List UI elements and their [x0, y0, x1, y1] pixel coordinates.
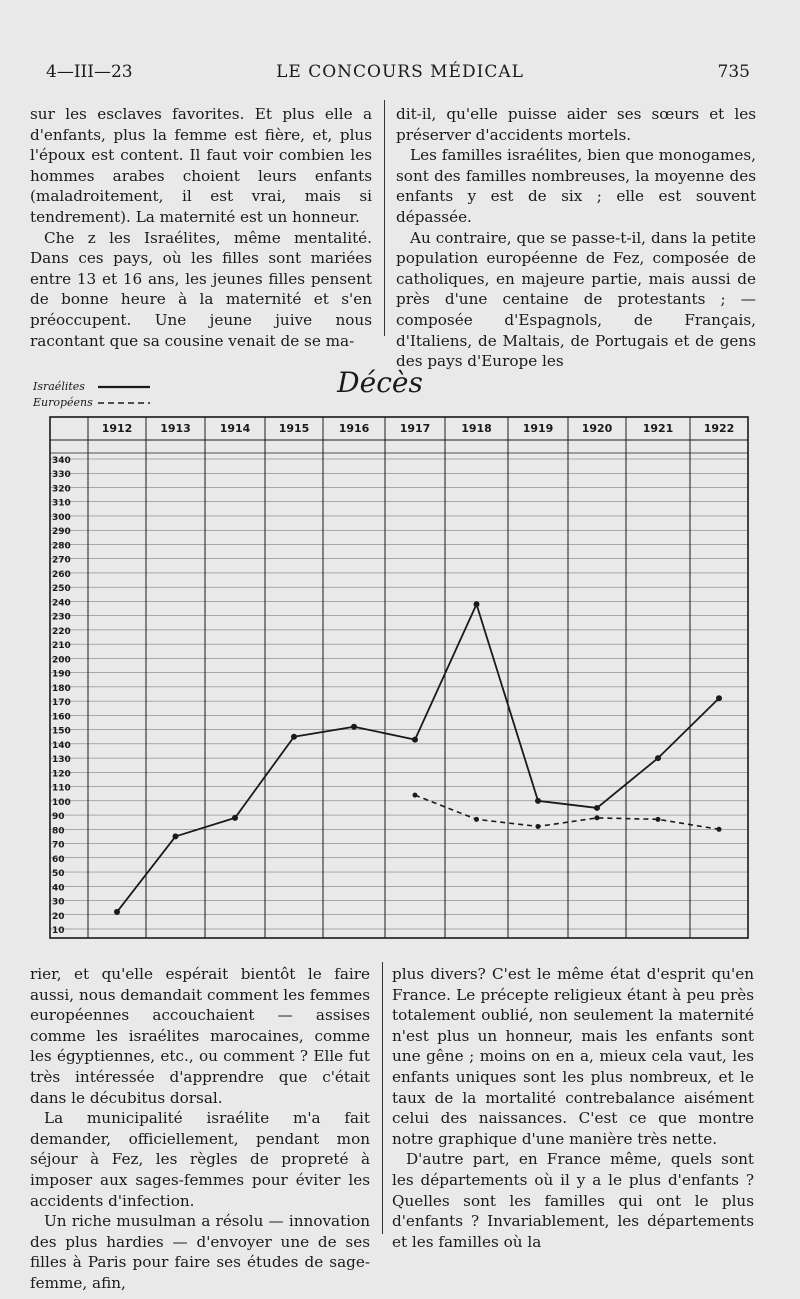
paragraph: dit-il, qu'elle puisse aider ses sœurs et les préserver d'accidents mortels. — [396, 105, 756, 144]
data-point-israelites — [232, 815, 238, 821]
text-column-top-right — [396, 104, 756, 372]
y-tick-label: 250 — [52, 584, 71, 595]
column-divider-bottom — [382, 962, 383, 1234]
x-tick-label: 1916 — [338, 422, 370, 435]
y-tick-label: 130 — [52, 755, 71, 766]
y-tick-label: 30 — [52, 897, 65, 908]
y-tick-label: 340 — [52, 456, 71, 466]
paragraph: plus divers? C'est le même état d'esprit qu'en France. Le précepte religieux étant à peu près totalement oublié, non seulement la maternité n'est plus un honneur, mais les enfants sont une gêne ; moins on en a, mieux cela vaut, les enfants uniques sont les plus nombreux, et le taux de la mortalité contrebalance aisément celui des naissances. C'est ce que montre notre graphique d'une manière très nette. — [392, 965, 754, 1148]
y-tick-label: 170 — [52, 698, 71, 709]
paragraph: sur les esclaves favorites. Et plus elle a d'enfants, plus la femme est fière, et, plus l'époux est content. Il faut voir combien les hommes arabes choient leurs enfants (maladroitement, il est vrai, mais si tendrement). La maternité est un honneur. — [30, 105, 372, 226]
y-tick-label: 300 — [52, 512, 71, 523]
x-tick-label: 1915 — [278, 422, 310, 435]
y-tick-label: 190 — [52, 669, 71, 680]
data-point-israelites — [351, 724, 357, 730]
text-column-bottom-right — [392, 964, 754, 1252]
data-point-israelites — [412, 737, 418, 743]
chart-frame — [50, 417, 748, 938]
paragraph: Au contraire, que se passe-t-il, dans la petite population européenne de Fez, composée de catholiques, en majeure partie, mais aussi de près d'une centaine de protestants ; — composée d'Espagnols, de Français, d'Italiens, de Maltais, de Portugais et de gens des pays d'Europe les — [396, 228, 756, 371]
text-column-bottom-left — [30, 964, 370, 1294]
data-point-europeens — [413, 793, 418, 798]
chart-title: Décès — [337, 366, 423, 399]
paragraph: D'autre part, en France même, quels sont les départements où il y a le plus d'enfants ? Quelles sont les familles qui ont le plus d'enfants ? Invariablement, les départements et les familles où la — [392, 1150, 754, 1251]
data-point-israelites — [291, 734, 297, 740]
y-tick-label: 180 — [52, 683, 71, 694]
page-header — [0, 62, 800, 86]
y-tick-label: 320 — [52, 484, 71, 495]
paragraph: Les familles israélites, bien que monogames, sont des familles nombreuses, la moyenne des enfants y est de six ; elle est souvent dépassée. — [396, 146, 756, 226]
y-tick-label: 240 — [52, 598, 71, 609]
y-tick-label: 310 — [52, 498, 71, 509]
x-tick-label: 1920 — [581, 422, 613, 435]
paragraph: La municipalité israélite m'a fait demander, officiellement, pendant mon séjour à Fez, les règles de propreté à imposer aux sages-femmes pour éviter les accidents d'infection. — [30, 1109, 370, 1210]
paragraph: rier, et qu'elle espérait bientôt le faire aussi, nous demandait comment les femmes européennes accouchaient — assises comme les israélites marocaines, comme les égyptiennes, etc., ou comment ? Elle fut très intéressée d'apprendre que c'était dans le décubitus dorsal. — [30, 965, 370, 1107]
legend-label: Israélites — [33, 380, 85, 393]
x-tick-label: 1917 — [399, 422, 431, 435]
x-tick-label: 1913 — [160, 422, 191, 435]
y-tick-label: 10 — [52, 926, 65, 936]
y-tick-label: 200 — [52, 655, 71, 666]
y-tick-label: 150 — [52, 726, 71, 737]
data-point-israelites — [173, 833, 179, 839]
data-point-europeens — [474, 817, 479, 822]
y-tick-label: 120 — [52, 769, 71, 780]
y-tick-label: 20 — [52, 911, 65, 922]
column-divider-top — [384, 100, 385, 336]
text-column-top-left — [30, 104, 372, 351]
y-tick-label: 270 — [52, 555, 71, 566]
page-number: 735 — [717, 62, 750, 82]
y-tick-label: 60 — [52, 854, 65, 865]
header-date: 4—III—23 — [46, 62, 133, 82]
legend-label: Européens — [33, 396, 93, 409]
y-tick-label: 100 — [52, 797, 71, 808]
x-tick-label: 1918 — [461, 422, 492, 435]
x-tick-label: 1919 — [522, 422, 554, 435]
y-tick-label: 90 — [52, 812, 65, 823]
x-tick-label: 1914 — [219, 422, 251, 435]
paragraph: Che z les Israélites, même mentalité. Dans ces pays, où les filles sont mariées entre 13 et 16 ans, les jeunes filles pensent de bonne heure à la maternité et s'en préoccupent. Une jeune juive nous racontant que sa cousine venait de se ma- — [30, 228, 372, 350]
paragraph: Un riche musulman a résolu — innovation des plus hardies — d'envoyer une de ses filles à Paris pour faire ses études de sage-femme, afin, — [30, 1212, 370, 1292]
x-tick-label: 1912 — [101, 422, 133, 435]
y-tick-label: 160 — [52, 712, 71, 723]
y-tick-label: 290 — [52, 527, 71, 538]
y-tick-label: 210 — [52, 641, 71, 652]
y-tick-label: 50 — [52, 869, 65, 880]
data-point-israelites — [114, 909, 120, 915]
data-point-israelites — [716, 695, 722, 701]
y-tick-label: 220 — [52, 626, 71, 637]
y-tick-label: 260 — [52, 569, 71, 580]
series-line-europeens — [415, 795, 719, 829]
data-point-israelites — [474, 601, 480, 607]
y-tick-label: 330 — [52, 470, 71, 481]
y-tick-label: 110 — [52, 783, 71, 794]
deaths-chart — [0, 355, 800, 955]
y-tick-label: 70 — [52, 840, 65, 851]
data-point-europeens — [595, 815, 600, 820]
y-tick-label: 140 — [52, 740, 71, 751]
data-point-europeens — [656, 817, 661, 822]
data-point-israelites — [655, 755, 661, 761]
y-tick-label: 280 — [52, 541, 71, 552]
y-tick-label: 40 — [52, 883, 65, 894]
y-tick-label: 230 — [52, 612, 71, 623]
data-point-europeens — [717, 827, 722, 832]
data-point-europeens — [536, 824, 541, 829]
data-point-israelites — [594, 805, 600, 811]
data-point-israelites — [535, 798, 541, 804]
x-tick-label: 1922 — [703, 422, 735, 435]
x-tick-label: 1921 — [642, 422, 674, 435]
journal-title: LE CONCOURS MÉDICAL — [276, 62, 524, 82]
y-tick-label: 80 — [52, 826, 65, 837]
